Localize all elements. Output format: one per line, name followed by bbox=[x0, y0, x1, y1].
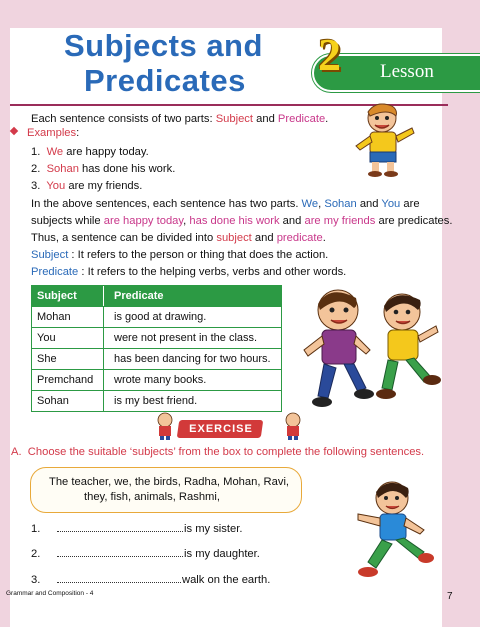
table-header-predicate: Predicate bbox=[114, 290, 164, 302]
explanation-line-1: In the above sentences, each sentence has two parts. We, Sohan and You are bbox=[31, 198, 420, 210]
intro-sentence: Each sentence consists of two parts: Subject and Predicate. bbox=[31, 113, 329, 125]
lesson-title-line-1: Subjects and bbox=[64, 28, 263, 63]
table-cell-subject: Mohan bbox=[32, 307, 104, 327]
word-box-line-1: The teacher, we, the birds, Radha, Mohan, Ravi, bbox=[49, 476, 290, 488]
question-1-number: 1. bbox=[31, 523, 41, 535]
explanation-line-2: subjects while are happy today, has done his work and are my friends are predicates. bbox=[31, 215, 453, 227]
book-title-footer: Grammar and Composition - 4 bbox=[6, 590, 94, 597]
example-1: 1. We are happy today. bbox=[31, 146, 149, 158]
predicate-definition: Predicate : It refers to the helping verbs, verbs and other words. bbox=[31, 266, 347, 278]
table-row bbox=[32, 327, 281, 348]
boy-running-icon bbox=[344, 478, 436, 582]
lesson-label: Lesson bbox=[380, 61, 434, 82]
question-1-blank[interactable] bbox=[57, 521, 183, 532]
table-cell-subject: She bbox=[32, 349, 104, 369]
question-2-number: 2. bbox=[31, 548, 41, 560]
table-row bbox=[32, 306, 281, 327]
page-number: 7 bbox=[447, 591, 453, 602]
table-cell-predicate: wrote many books. bbox=[114, 374, 207, 386]
subject-predicate-table bbox=[31, 285, 282, 412]
question-2-blank[interactable] bbox=[57, 546, 183, 557]
table-cell-subject: Sohan bbox=[32, 391, 104, 411]
question-3-number: 3. bbox=[31, 574, 41, 586]
word-box-line-2: they, fish, animals, Rashmi, bbox=[84, 491, 220, 503]
example-2: 2. Sohan has done his work. bbox=[31, 163, 176, 175]
table-row bbox=[32, 390, 281, 411]
two-boys-running-icon bbox=[296, 284, 446, 414]
table-row bbox=[32, 369, 281, 390]
exercise-instruction: A. Choose the suitable ‘subjects’ from the box to complete the following sentences. bbox=[11, 446, 425, 458]
table-cell-predicate: were not present in the class. bbox=[114, 332, 258, 344]
table-header-row bbox=[32, 286, 281, 306]
table-cell-subject: You bbox=[32, 328, 104, 348]
table-header-subject: Subject bbox=[32, 286, 104, 306]
exercise-label: EXERCISE bbox=[189, 423, 253, 435]
lesson-number: 2 bbox=[318, 29, 341, 80]
kid-mascot-right-icon bbox=[280, 411, 306, 441]
examples-heading: Examples: bbox=[27, 127, 80, 139]
question-1-text: is my sister. bbox=[184, 523, 243, 535]
lesson-title-line-2: Predicates bbox=[84, 63, 246, 98]
table-cell-predicate: has been dancing for two hours. bbox=[114, 353, 271, 365]
boy-cartoon-icon bbox=[348, 100, 428, 178]
subject-definition: Subject : It refers to the person or thing that does the action. bbox=[31, 249, 329, 261]
explanation-line-3: Thus, a sentence can be divided into subject and predicate. bbox=[31, 232, 326, 244]
question-2-text: is my daughter. bbox=[184, 548, 260, 560]
table-cell-predicate: is my best friend. bbox=[114, 395, 198, 407]
example-3: 3. You are my friends. bbox=[31, 180, 143, 192]
question-3-blank[interactable] bbox=[57, 572, 181, 583]
table-cell-subject: Premchand bbox=[32, 370, 104, 390]
kid-mascot-left-icon bbox=[152, 411, 178, 441]
table-cell-predicate: is good at drawing. bbox=[114, 311, 207, 323]
question-3-text: walk on the earth. bbox=[182, 574, 271, 586]
table-row bbox=[32, 348, 281, 369]
